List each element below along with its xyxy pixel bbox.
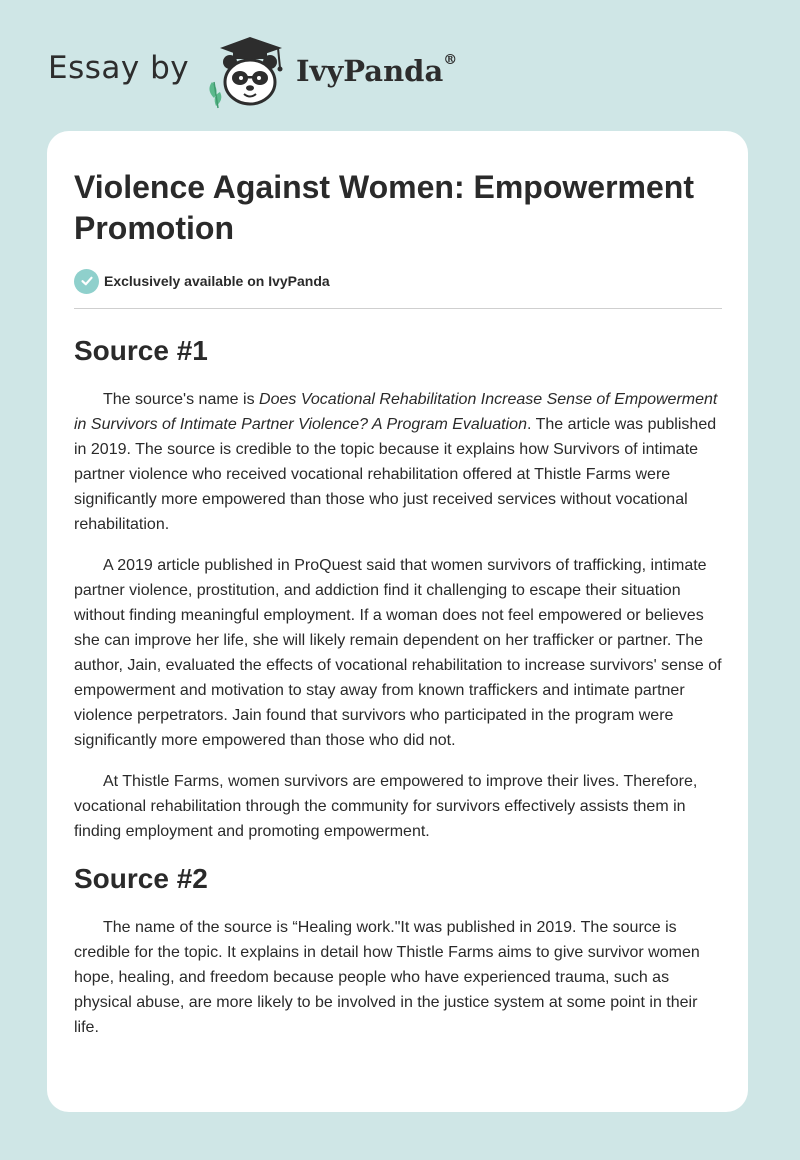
paragraph-text: The source's name is — [103, 391, 260, 408]
paragraph: A 2019 article published in ProQuest said that women survivors of trafficking, intimate partner violence, prostitution, and addiction find it challenging to escape their situation without finding meaningful employment. If a woman does not feel empowered or believes she can improve her life, she will likely remain dependent on her trafficker or partner. The author, Jain, evaluated the effects of vocational rehabilitation to increase survivors' sense of empowerment and motivation to stay away from known traffickers and intimate partner violence perpetrators. Jain found that survivors who participated in the program were significantly more empowered than those who did not. — [74, 557, 722, 749]
exclusive-badge — [74, 267, 722, 295]
article-title: Violence Against Women: Empowerment Promotion — [74, 169, 694, 246]
paragraph: At Thistle Farms, women survivors are empowered to improve their lives. Therefore, vocational rehabilitation through the community for survivors effectively assists them in finding employment and promoting empowerment. — [74, 773, 698, 840]
article-card — [47, 131, 748, 1112]
section-heading-source-1: Source #1 — [74, 335, 208, 366]
badge-text: Exclusively available on IvyPanda — [104, 273, 330, 289]
brand-name[interactable] — [296, 54, 457, 88]
site-header — [48, 34, 748, 114]
title-divider — [74, 308, 722, 309]
source-title-italic: Does Vocational Rehabilitation Increase Sense of Empowerment in Survivors of Intimate Partner Violence? A Program Evaluation — [74, 391, 718, 433]
paragraph — [74, 387, 722, 537]
essay-by-label: Essay by — [48, 50, 190, 86]
section-heading-source-2: Source #2 — [74, 863, 208, 894]
paragraph: The name of the source is “Healing work."It was published in 2019. The source is credible for the topic. It explains in detail how Thistle Farms aims to give survivor women hope, healing, and freedom because people who have experienced trauma, such as physical abuse, are more likely to be involved in the justice system at some point in their life. — [74, 919, 700, 1036]
brand-name-text: IvyPanda — [296, 54, 444, 88]
article-content — [74, 131, 722, 1040]
check-circle-icon — [74, 269, 99, 294]
panda-logo-icon[interactable] — [200, 34, 294, 110]
paragraph-text: . The article was published in 2019. The source is credible to the topic because it explains how Survivors of intimate partner violence who received vocational rehabilitation offered at Thistle Farms were significantly more empowered than those who just received services without vocational rehabilitation. — [74, 416, 717, 533]
registered-mark: ® — [443, 52, 458, 68]
